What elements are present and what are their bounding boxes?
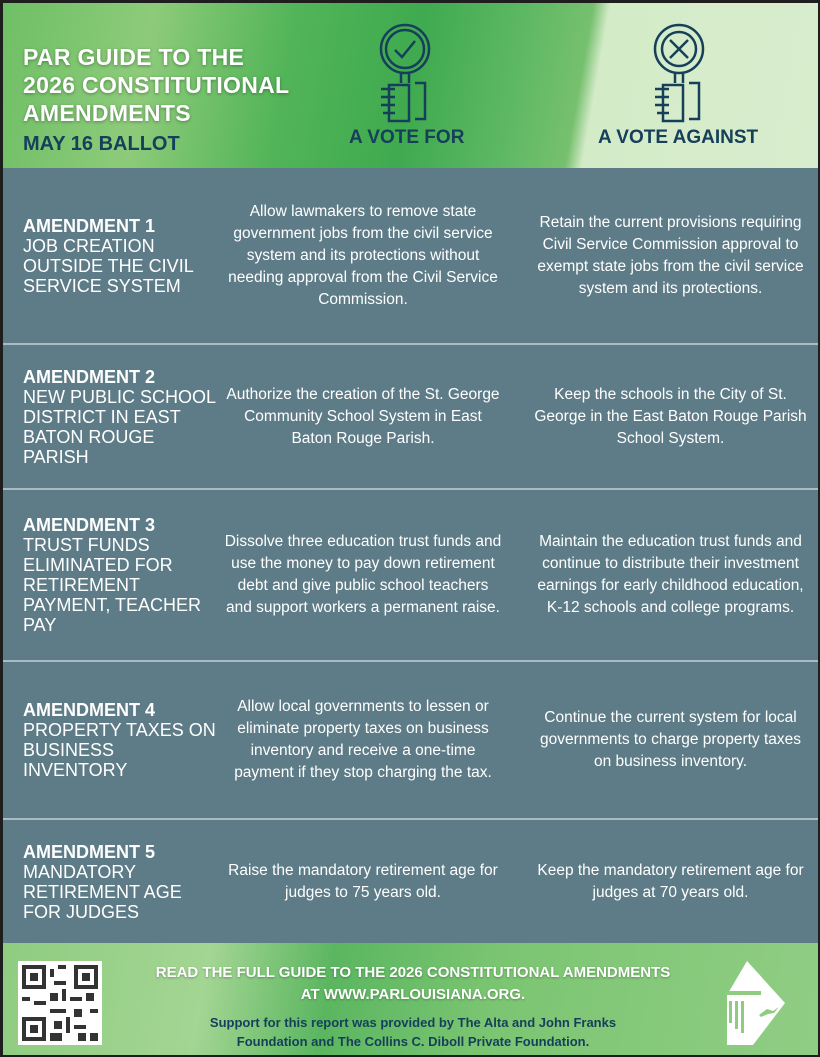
vote-against-text: Keep the schools in the City of St. George in the East Baton Rouge Parish School System. xyxy=(534,385,807,447)
par-logo-icon xyxy=(723,961,787,1045)
amendment-topic: NEW PUBLIC SCHOOL DISTRICT IN EAST BATON ROUGE PARISH xyxy=(23,386,216,467)
page-title xyxy=(23,43,289,127)
title-line: AMENDMENTS xyxy=(23,100,191,126)
amendment-title xyxy=(3,700,221,780)
amendment-topic: MANDATORY RETIREMENT AGE FOR JUDGES xyxy=(23,861,182,922)
amendment-title xyxy=(3,367,221,467)
read-line: READ THE FULL GUIDE TO THE 2026 CONSTITUTIONAL AMENDMENTS xyxy=(155,964,671,981)
amendment-title xyxy=(3,842,221,922)
title-line: 2026 CONSTITUTIONAL xyxy=(23,72,290,98)
title-line: PAR GUIDE TO THE xyxy=(23,44,245,70)
amendment-row xyxy=(3,345,818,490)
support-line: Foundation and The Collins C. Diboll Private Foundation. xyxy=(236,1034,590,1049)
amendment-row xyxy=(3,820,818,943)
support-credit xyxy=(108,1013,718,1051)
hand-checkmark-sign-icon xyxy=(375,23,439,123)
support-line: Support for this report was provided by The Alta and John Franks xyxy=(209,1015,617,1030)
amendment-number: AMENDMENT 2 xyxy=(23,366,156,387)
ballot-date: MAY 16 BALLOT xyxy=(23,133,180,155)
vote-against-text: Maintain the education trust funds and continue to distribute their investment earnings for early childhood education, K-12 schools and college programs. xyxy=(537,533,804,616)
hand-x-sign-icon xyxy=(649,23,713,123)
amendment-title xyxy=(3,515,221,635)
amendment-title xyxy=(3,216,221,296)
qr-code-icon xyxy=(22,965,98,1041)
vote-for-text: Authorize the creation of the St. George Community School System in East Baton Rouge Parish. xyxy=(226,385,500,447)
amendment-row xyxy=(3,490,818,662)
qr-code[interactable] xyxy=(18,961,102,1045)
amendment-number: AMENDMENT 1 xyxy=(23,215,156,236)
website-link[interactable]: AT WWW.PARLOUISIANA.ORG. xyxy=(300,986,526,1003)
amendment-number: AMENDMENT 5 xyxy=(23,841,156,862)
amendment-row xyxy=(3,168,818,345)
vote-against-text: Retain the current provisions requiring Civil Service Commission approval to exempt state jobs from the civil service system and its protections. xyxy=(537,213,804,297)
vote-for-label: A VOTE FOR xyxy=(349,127,465,148)
vote-for-text: Allow local governments to lessen or eliminate property taxes on business inventory and receive a one-time payment if they stop charging the tax. xyxy=(234,698,492,781)
vote-for-text: Allow lawmakers to remove state government jobs from the civil service system and its protections without needing approval from the Civil Service Commission. xyxy=(228,202,498,308)
header xyxy=(3,3,818,168)
amendment-row xyxy=(3,662,818,820)
vote-for-text: Raise the mandatory retirement age for judges to 75 years old. xyxy=(228,861,498,901)
vote-for-text: Dissolve three education trust funds and use the money to pay down retirement debt and give public school teachers and support workers a permanent raise. xyxy=(224,533,502,616)
read-full-guide xyxy=(108,962,718,1006)
footer xyxy=(3,943,818,1055)
vote-against-text: Continue the current system for local governments to charge property taxes on business inventory. xyxy=(539,709,802,770)
vote-against-text: Keep the mandatory retirement age for judges at 70 years old. xyxy=(537,861,804,901)
amendment-number: AMENDMENT 4 xyxy=(23,700,156,720)
amendment-topic: JOB CREATION OUTSIDE THE CIVIL SERVICE SYSTEM xyxy=(23,235,194,296)
infographic xyxy=(3,3,818,1055)
amendment-number: AMENDMENT 3 xyxy=(23,515,156,535)
amendment-topic: TRUST FUNDS ELIMINATED FOR RETIREMENT PAYMENT, TEACHER PAY xyxy=(23,535,202,635)
vote-against-label: A VOTE AGAINST xyxy=(598,127,759,148)
amendment-topic: PROPERTY TAXES ON BUSINESS INVENTORY xyxy=(23,720,216,780)
